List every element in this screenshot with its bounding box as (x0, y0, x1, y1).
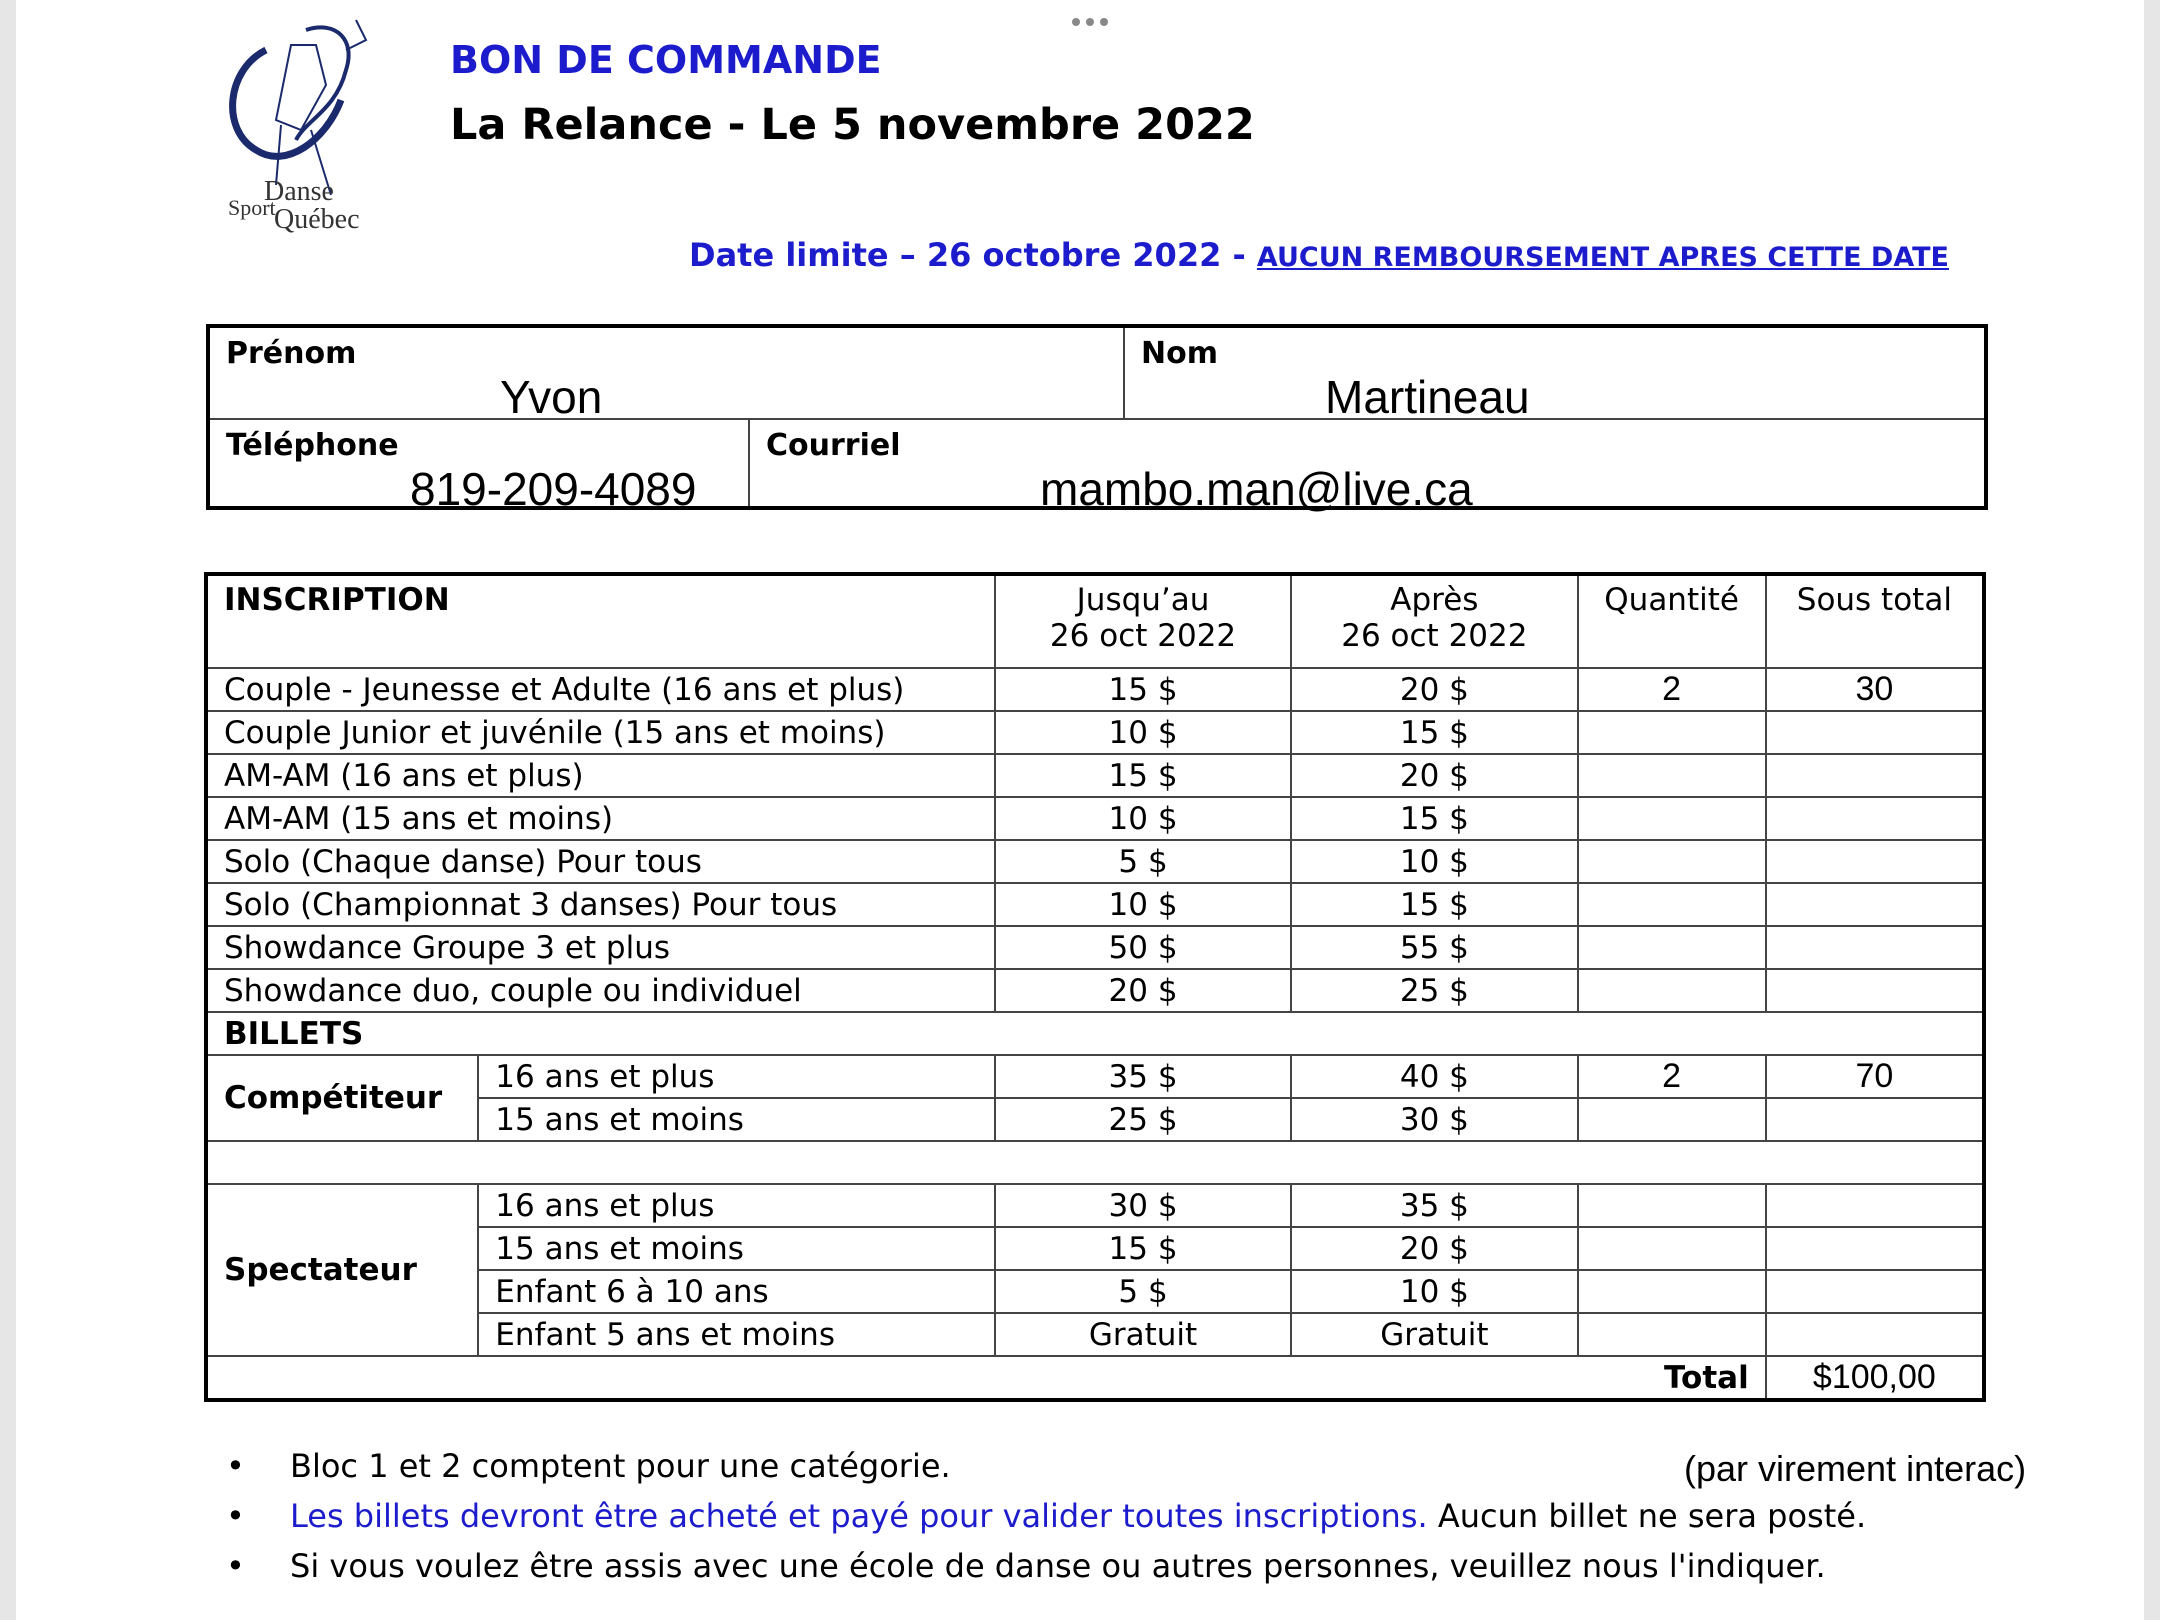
price-after-cell: 10 $ (1291, 1270, 1577, 1313)
table-row (206, 1184, 1984, 1227)
telephone-value: 819-209-4089 (410, 463, 697, 515)
quantity-cell[interactable] (1578, 969, 1766, 1012)
inscription-label: Couple - Jeunesse et Adulte (16 ans et plus) (206, 668, 995, 711)
spectateur-label: Spectateur (206, 1184, 478, 1356)
ticket-label: Enfant 5 ans et moins (478, 1313, 995, 1356)
price-before-cell: 10 $ (995, 711, 1291, 754)
quantity-cell[interactable] (1578, 1313, 1766, 1356)
note-item (226, 1494, 1866, 1544)
price-after-cell: 15 $ (1291, 883, 1577, 926)
table-row (206, 1141, 1984, 1184)
spacer-cell (206, 1141, 1984, 1184)
inscription-header: INSCRIPTION (206, 574, 995, 668)
price-before-cell: 20 $ (995, 969, 1291, 1012)
notes-list (226, 1444, 1866, 1594)
price-before-cell: 15 $ (995, 754, 1291, 797)
price-after-cell: 10 $ (1291, 840, 1577, 883)
price-before-cell: 30 $ (995, 1184, 1291, 1227)
inscription-label: AM-AM (16 ans et plus) (206, 754, 995, 797)
price-after-cell: 20 $ (1291, 668, 1577, 711)
deadline-notice (689, 236, 1949, 274)
price-before-cell: 15 $ (995, 1227, 1291, 1270)
inscription-label: Solo (Chaque danse) Pour tous (206, 840, 995, 883)
total-row (206, 1356, 1984, 1400)
price-after-cell: Gratuit (1291, 1313, 1577, 1356)
price-after-cell: 35 $ (1291, 1184, 1577, 1227)
col-after-line2: 26 oct 2022 (1341, 618, 1528, 654)
billets-header: BILLETS (206, 1012, 1984, 1055)
quantity-cell[interactable] (1578, 926, 1766, 969)
price-before-cell: 15 $ (995, 668, 1291, 711)
subtotal-cell[interactable] (1766, 883, 1984, 926)
table-header-row (206, 574, 1984, 668)
subtotal-cell[interactable] (1766, 926, 1984, 969)
quantity-cell[interactable] (1578, 1098, 1766, 1141)
col-before-line1: Jusqu’au (1076, 582, 1210, 618)
price-after-cell: 40 $ (1291, 1055, 1577, 1098)
price-before-cell: Gratuit (995, 1313, 1291, 1356)
note-item: • Si vous voulez être assis avec une école de danse ou autres personnes, veuillez nous l'indiquer. (226, 1544, 1866, 1594)
col-qty-header: Quantité (1578, 574, 1766, 668)
quantity-cell[interactable] (1578, 1270, 1766, 1313)
logo-text: Danse (264, 176, 334, 207)
quantity-cell[interactable]: 2 (1578, 668, 1766, 711)
price-after-cell: 20 $ (1291, 1227, 1577, 1270)
subtotal-cell[interactable] (1766, 1098, 1984, 1141)
quantity-cell[interactable] (1578, 1227, 1766, 1270)
table-row (206, 1055, 1984, 1098)
subtotal-cell[interactable] (1766, 754, 1984, 797)
total-label: Total (206, 1356, 1766, 1400)
price-after-cell: 25 $ (1291, 969, 1577, 1012)
table-row (206, 926, 1984, 969)
table-row (206, 668, 1984, 711)
inscription-label: Showdance duo, couple ou individuel (206, 969, 995, 1012)
inscription-label: Solo (Championnat 3 danses) Pour tous (206, 883, 995, 926)
ticket-label: 16 ans et plus (478, 1055, 995, 1098)
subtotal-cell[interactable] (1766, 840, 1984, 883)
ticket-label: Enfant 6 à 10 ans (478, 1270, 995, 1313)
nom-label: Nom (1141, 336, 1218, 371)
note-text: Aucun billet ne sera posté. (1427, 1497, 1867, 1535)
quantity-cell[interactable] (1578, 797, 1766, 840)
table-row (206, 883, 1984, 926)
price-after-cell: 15 $ (1291, 797, 1577, 840)
payment-note: (par virement interac) (1684, 1448, 2027, 1489)
price-before-cell: 10 $ (995, 797, 1291, 840)
event-title: La Relance - Le 5 novembre 2022 (450, 100, 1255, 150)
price-before-cell: 50 $ (995, 926, 1291, 969)
col-after-header (1291, 574, 1577, 668)
price-before-cell: 10 $ (995, 883, 1291, 926)
subtotal-cell[interactable] (1766, 969, 1984, 1012)
quantity-cell[interactable] (1578, 840, 1766, 883)
logo-text: Québec (274, 204, 360, 235)
col-before-header (995, 574, 1291, 668)
col-before-line2: 26 oct 2022 (1049, 618, 1237, 654)
quantity-cell[interactable] (1578, 883, 1766, 926)
prenom-label: Prénom (226, 336, 357, 371)
total-value[interactable]: $100,00 (1766, 1356, 1984, 1400)
price-after-cell: 55 $ (1291, 926, 1577, 969)
courriel-cell[interactable] (750, 420, 1984, 515)
prenom-cell[interactable] (210, 328, 1125, 423)
inscription-label: Couple Junior et juvénile (15 ans et moins) (206, 711, 995, 754)
telephone-cell[interactable] (210, 420, 750, 515)
subtotal-cell[interactable] (1766, 797, 1984, 840)
subtotal-cell[interactable] (1766, 1313, 1984, 1356)
courriel-label: Courriel (766, 428, 901, 463)
inscription-label: AM-AM (15 ans et moins) (206, 797, 995, 840)
quantity-cell[interactable] (1578, 711, 1766, 754)
subtotal-cell[interactable]: 70 (1766, 1055, 1984, 1098)
table-row (206, 797, 1984, 840)
nom-value: Martineau (1325, 371, 1530, 423)
col-subtotal-header: Sous total (1766, 574, 1984, 668)
price-after-cell: 20 $ (1291, 754, 1577, 797)
table-row (206, 1012, 1984, 1055)
note-item: • Bloc 1 et 2 comptent pour une catégorie. (226, 1444, 1866, 1494)
price-before-cell: 5 $ (995, 840, 1291, 883)
subtotal-cell[interactable] (1766, 1270, 1984, 1313)
table-row (206, 840, 1984, 883)
logo-text: Sport (228, 195, 276, 220)
subtotal-cell[interactable]: 30 (1766, 668, 1984, 711)
prenom-value: Yvon (500, 371, 603, 423)
subtotal-cell[interactable] (1766, 1184, 1984, 1227)
table-row (206, 969, 1984, 1012)
telephone-label: Téléphone (226, 428, 399, 463)
inscription-label: Showdance Groupe 3 et plus (206, 926, 995, 969)
contact-info-box (206, 324, 1988, 515)
price-before-cell: 35 $ (995, 1055, 1291, 1098)
ticket-label: 15 ans et moins (478, 1098, 995, 1141)
quantity-cell[interactable] (1578, 1184, 1766, 1227)
price-before-cell: 5 $ (995, 1270, 1291, 1313)
subtotal-cell[interactable] (1766, 1227, 1984, 1270)
order-table (204, 572, 1986, 1402)
quantity-cell[interactable] (1578, 754, 1766, 797)
ticket-label: 15 ans et moins (478, 1227, 995, 1270)
more-options-icon[interactable] (1072, 12, 1120, 32)
ticket-label: 16 ans et plus (478, 1184, 995, 1227)
price-after-cell: 30 $ (1291, 1098, 1577, 1141)
table-row (206, 711, 1984, 754)
courriel-value: mambo.man@live.ca (1040, 463, 1473, 515)
col-after-line1: Après (1390, 582, 1479, 618)
no-refund-text: AUCUN REMBOURSEMENT APRES CETTE DATE (1256, 242, 1949, 273)
danse-sport-quebec-logo (206, 10, 396, 240)
price-after-cell: 15 $ (1291, 711, 1577, 754)
quantity-cell[interactable]: 2 (1578, 1055, 1766, 1098)
table-row (206, 754, 1984, 797)
document-page (16, 0, 2144, 1620)
competiteur-label: Compétiteur (206, 1055, 478, 1141)
deadline-text: Date limite – 26 octobre 2022 - (689, 236, 1257, 274)
price-before-cell: 25 $ (995, 1098, 1291, 1141)
note-highlight: Les billets devront être acheté et payé pour valider toutes inscriptions. (290, 1497, 1428, 1535)
nom-cell[interactable] (1125, 328, 1984, 423)
subtotal-cell[interactable] (1766, 711, 1984, 754)
page-title: BON DE COMMANDE (450, 38, 882, 82)
